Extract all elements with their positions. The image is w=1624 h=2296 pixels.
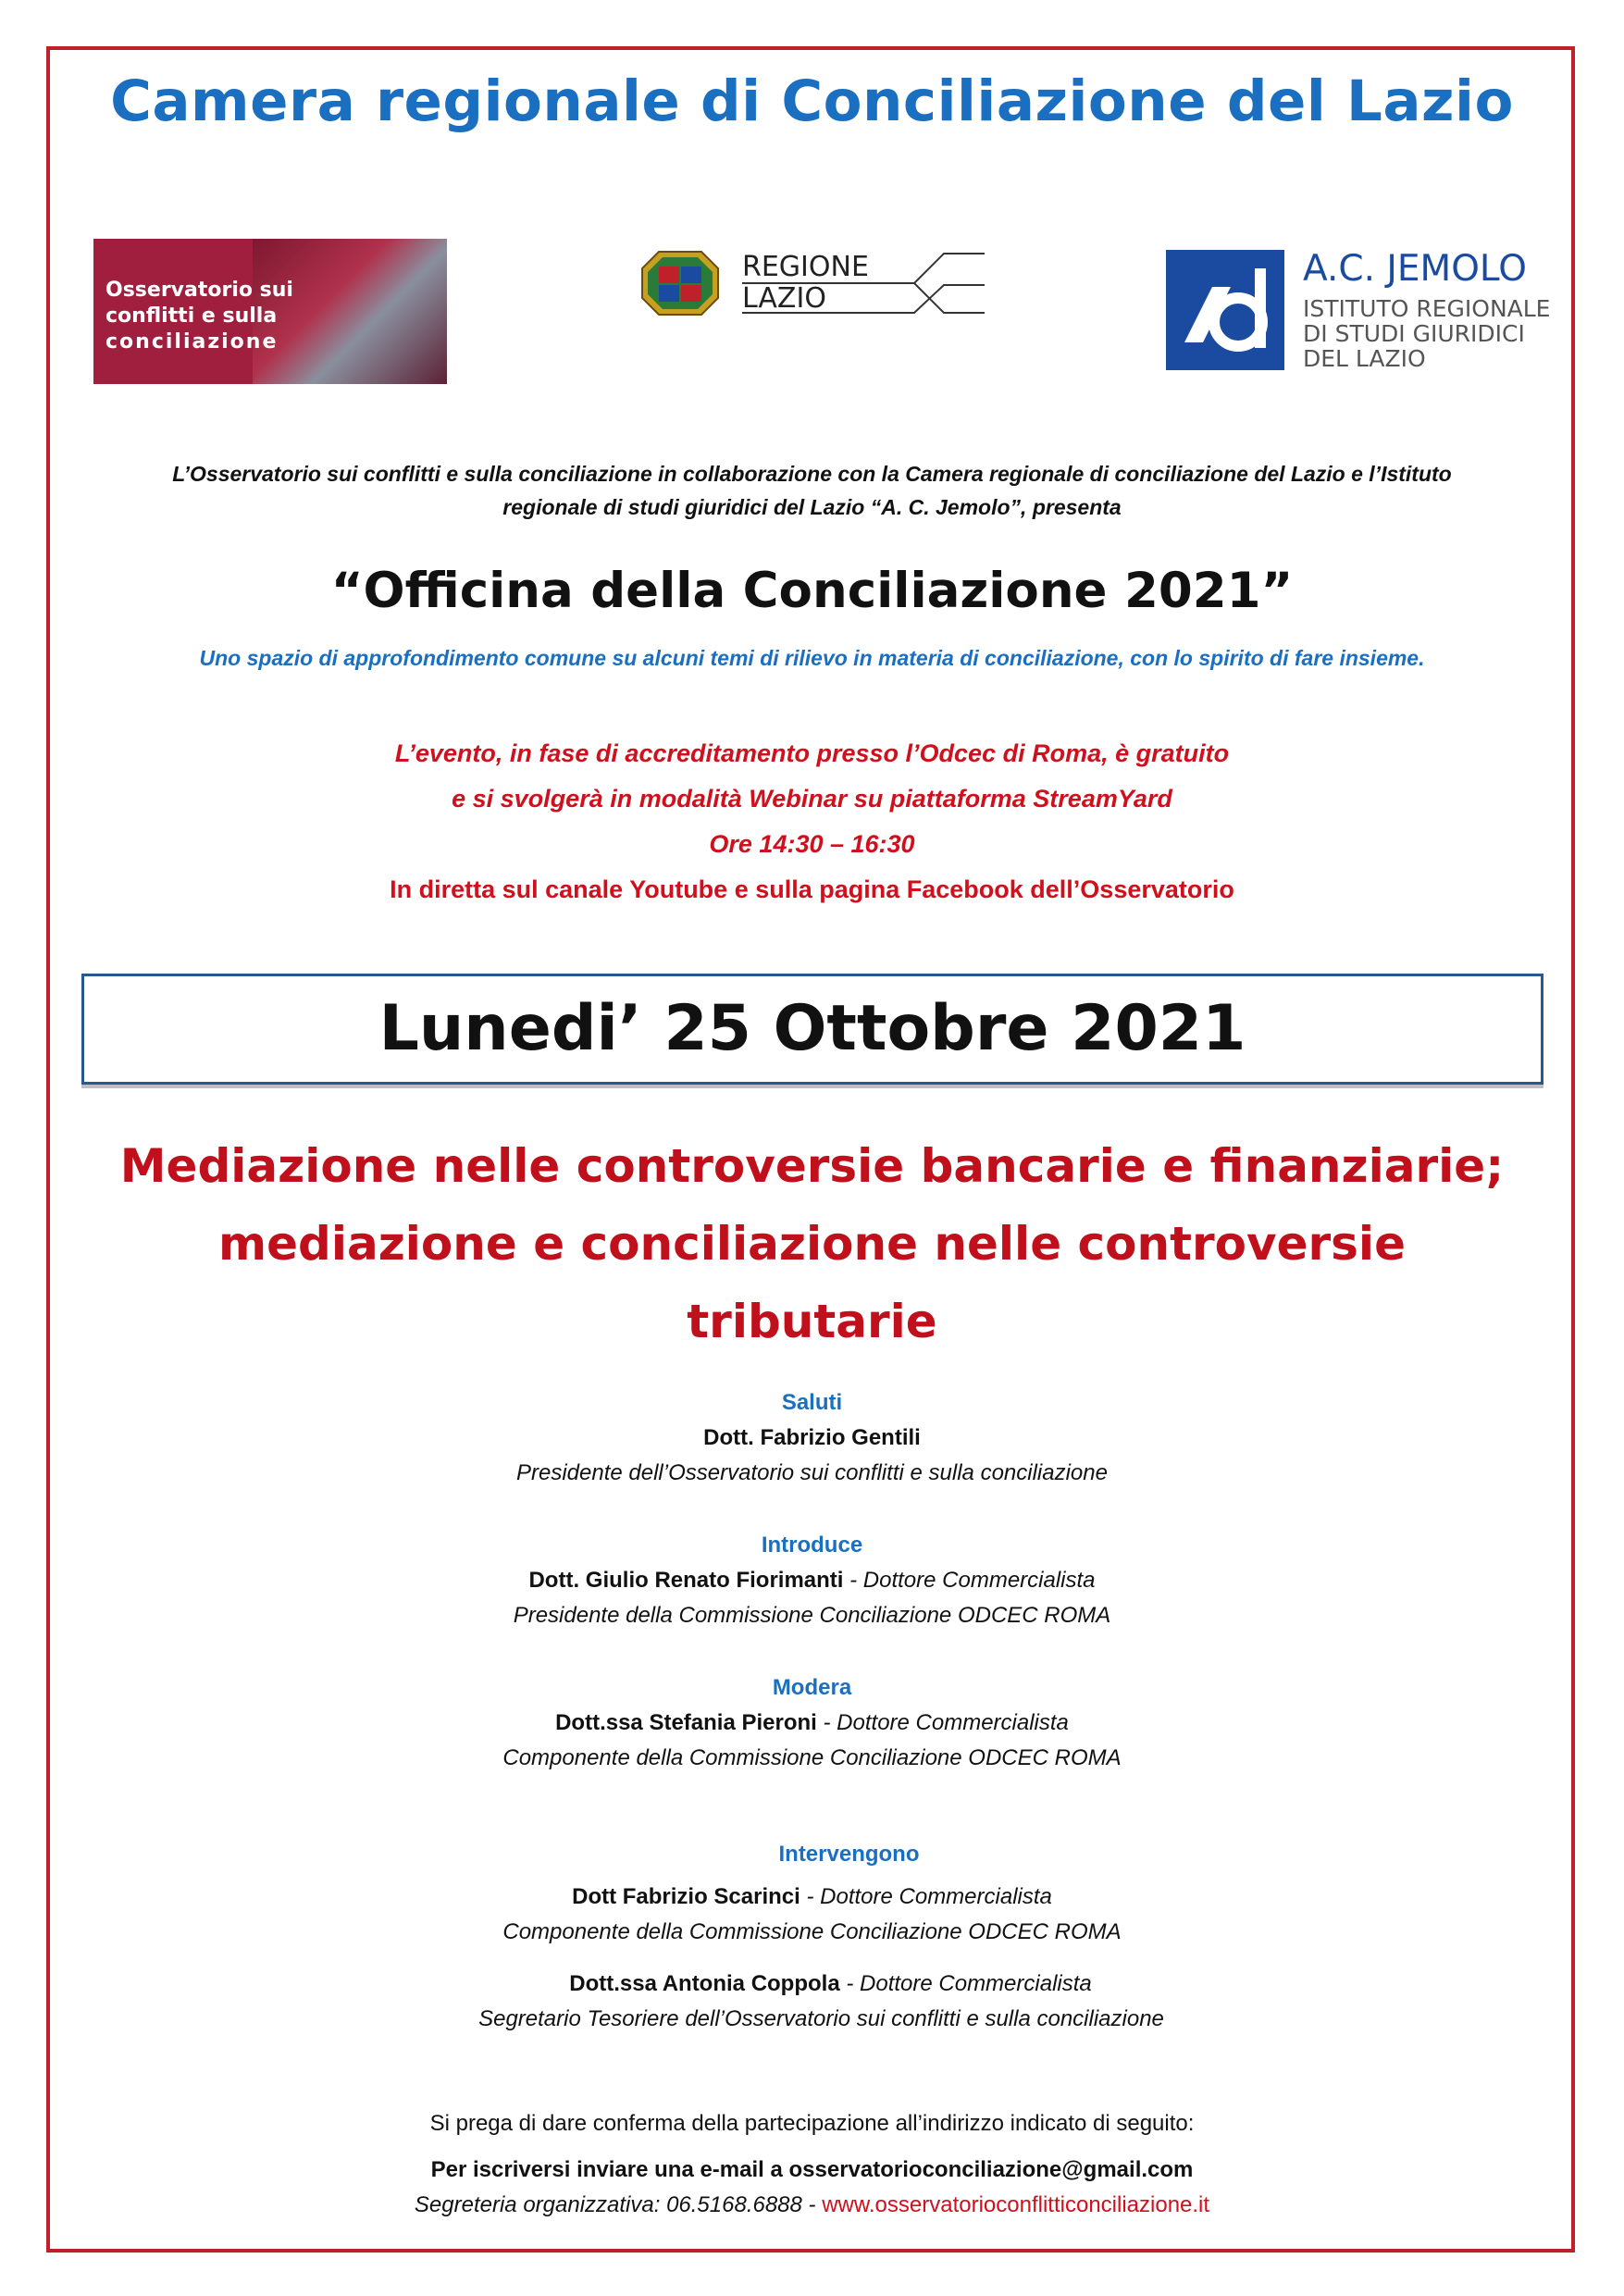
osservatorio-logo-text: Osservatorio sui conflitti e sulla conciliazione	[105, 279, 293, 354]
event-info: L’evento, in fase di accreditamento presso l’Odcec di Roma, è gratuito e si svolgerà in modalità Webinar su piattaforma StreamYard Ore 14:30 – 16:30 In diretta sul canale Youtube e sulla pagina Facebook dell’Osservatorio	[390, 739, 1234, 903]
program-introduce: Introduce Dott. Giulio Renato Fiorimanti - Dottore Commercialista Presidente della Commissione Conciliazione ODCEC ROMA	[513, 1533, 1111, 1628]
speaker-item: Dott.ssa Antonia Coppola - Dottore Commercialista Segretario Tesoriere dell’Osservatorio sui conflitti e sulla conciliazione	[478, 1971, 1164, 2031]
jemolo-name: A.C. JEMOLO	[1303, 248, 1527, 290]
osservatorio-logo	[93, 239, 447, 384]
program-modera: Modera Dott.ssa Stefania Pieroni - Dottore Commercialista Componente della Commissione Conciliazione ODCEC ROMA	[502, 1675, 1122, 1770]
regione-emblem-icon	[640, 250, 720, 316]
website-link[interactable]: www.osservatorioconflitticonciliazione.it	[822, 2192, 1210, 2217]
jemolo-subtitle: ISTITUTO REGIONALE DI STUDI GIURIDICI DEL LAZIO	[1303, 295, 1551, 372]
event-topic: Mediazione nelle controversie bancarie e finanziarie; mediazione e conciliazione nelle controversie tributarie	[119, 1139, 1505, 1348]
event-tagline: Uno spazio di approfondimento comune su alcuni temi di rilievo in materia di conciliazione, con lo spirito di fare insieme.	[199, 646, 1425, 670]
event-title: “Officina della Conciliazione 2021”	[330, 563, 1294, 619]
page-title: Camera regionale di Conciliazione del Lazio	[110, 68, 1514, 134]
jemolo-mark	[1166, 250, 1284, 370]
regione-lazio-logo	[640, 248, 983, 322]
footer: Si prega di dare conferma della partecipazione all’indirizzo indicato di seguito: Per iscriversi inviare una e-mail a osservatorioconciliazione@gmail.com Segreteria organizzativa: 06.5168.6888 - www.osservatorioconflitticonciliazione.it	[414, 2111, 1210, 2217]
intro-text: L’Osservatorio sui conflitti e sulla conciliazione in collaborazione con la Camera regionale di conciliazione del Lazio e l’Istituto regionale di studi giuridici del Lazio “A. C. Jemolo”, presenta	[172, 462, 1452, 519]
regione-logo-text: REGIONE LAZIO	[742, 251, 869, 315]
program-saluti: Saluti Dott. Fabrizio Gentili Presidente dell’Osservatorio sui conflitti e sulla conciliazione	[516, 1390, 1108, 1485]
program-intervengono-heading: Intervengono	[778, 1842, 920, 1867]
jemolo-mark-icon	[1166, 250, 1284, 370]
jemolo-logo	[1166, 248, 1564, 378]
event-date: Lunedi’ 25 Ottobre 2021	[81, 974, 1543, 1085]
speaker-item: Dott Fabrizio Scarinci - Dottore Commercialista Componente della Commissione Conciliazione ODCEC ROMA	[502, 1884, 1122, 1944]
